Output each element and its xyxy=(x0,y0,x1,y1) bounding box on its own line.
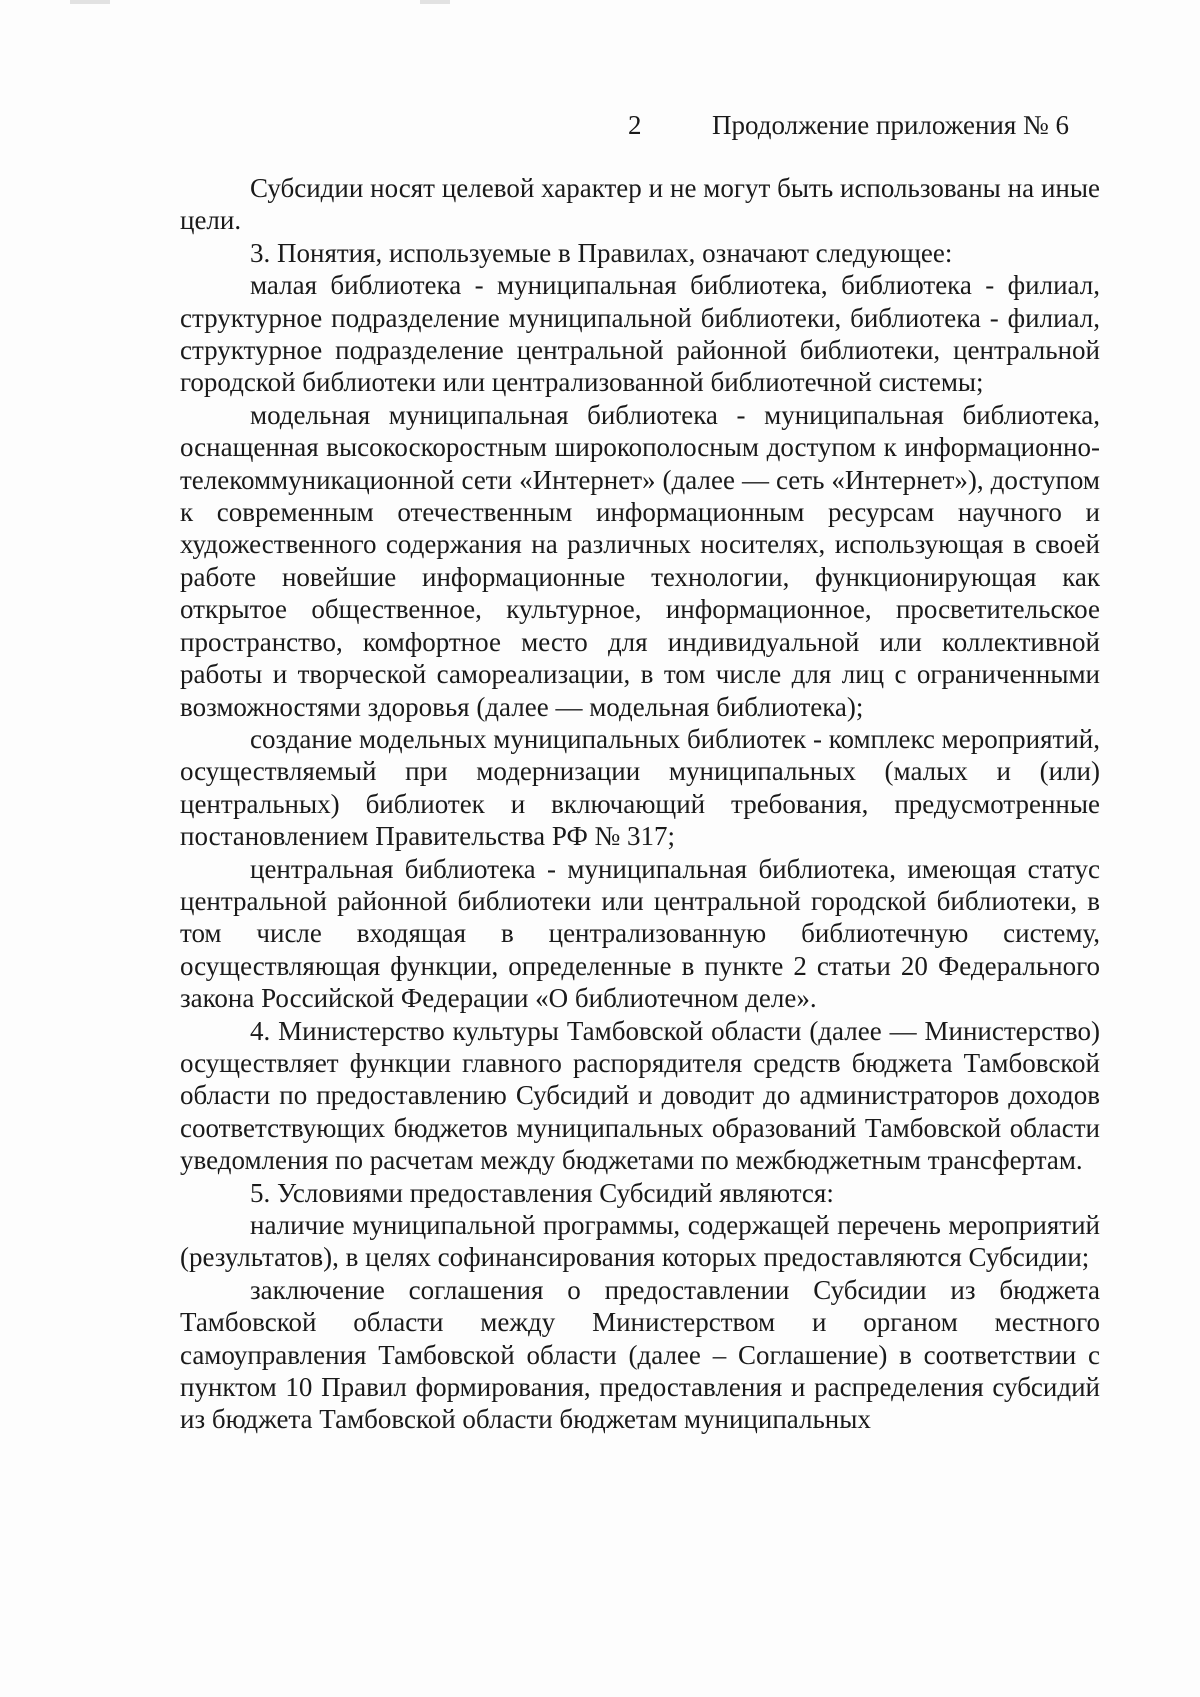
scan-artifact xyxy=(70,0,110,4)
paragraph: Субсидии носят целевой характер и не могут быть использованы на иные цели. xyxy=(180,173,1100,236)
paragraph: создание модельных муниципальных библиотек - комплекс мероприятий, осуществляемый при модернизации муниципальных (малых и (или) центральных) библиотек и включающий требования, предусмотренные постановлением Правительства РФ № 317; xyxy=(180,723,1100,852)
paragraph: 3. Понятия, используемые в Правилах, означают следующее: xyxy=(250,237,953,268)
document-body xyxy=(180,172,1100,1436)
paragraph: наличие муниципальной программы, содержащей перечень мероприятий (результатов), в целях софинансирования которых предоставляются Субсидии; xyxy=(180,1210,1100,1273)
paragraph: заключение соглашения о предоставлении Субсидии из бюджета Тамбовской области между Министерством и органом местного самоуправления Тамбовской области (далее – Соглашение) в соответствии с пунктом 10 Правил формирования, предоставления и распределения субсидий из бюджета Тамбовской области бюджетам муниципальных xyxy=(180,1274,1100,1435)
paragraph: центральная библиотека - муниципальная библиотека, имеющая статус центральной районной библиотеки или центральной городской библиотеки, в том числе входящая в централизованную библиотечную систему, осуществляющая функции, определенные в пункте 2 статьи 20 Федерального закона Российской Федерации «О библиотечном деле». xyxy=(180,853,1100,1014)
paragraph: модельная муниципальная библиотека - муниципальная библиотека, оснащенная высокоскоростным широкополосным доступом к информационно-телекоммуникационной сети «Интернет» (далее — сеть «Интернет»), доступом к современным отечественным информационным ресурсам научного и художественного содержания на различных носителях, использующая в своей работе новейшие информационные технологии, функционирующая как открытое общественное, культурное, информационное, просветительское пространство, комфортное место для индивидуальной или коллективной работы и творческой самореализации, в том числе для лиц с ограниченными возможностями здоровья (далее — модельная библиотека); xyxy=(180,399,1100,722)
appendix-continuation-label: Продолжение приложения № 6 xyxy=(712,110,1070,140)
scan-artifact xyxy=(420,0,450,4)
page-header xyxy=(0,110,1200,150)
page-number: 2 xyxy=(628,110,642,140)
paragraph: малая библиотека - муниципальная библиотека, библиотека - филиал, структурное подразделение муниципальной библиотеки, библиотека - филиал, структурное подразделение центральной районной библиотеки, центральной городской библиотеки или централизованной библиотечной системы; xyxy=(180,270,1100,398)
paragraph: 5. Условиями предоставления Субсидий являются: xyxy=(250,1177,834,1208)
paragraph: 4. Министерство культуры Тамбовской области (далее — Министерство) осуществляет функции главного распорядителя средств бюджета Тамбовской области по предоставлению Субсидий и доводит до администраторов доходов соответствующих бюджетов муниципальных образований Тамбовской области уведомления по расчетам между бюджетами по межбюджетным трансфертам. xyxy=(180,1015,1100,1176)
